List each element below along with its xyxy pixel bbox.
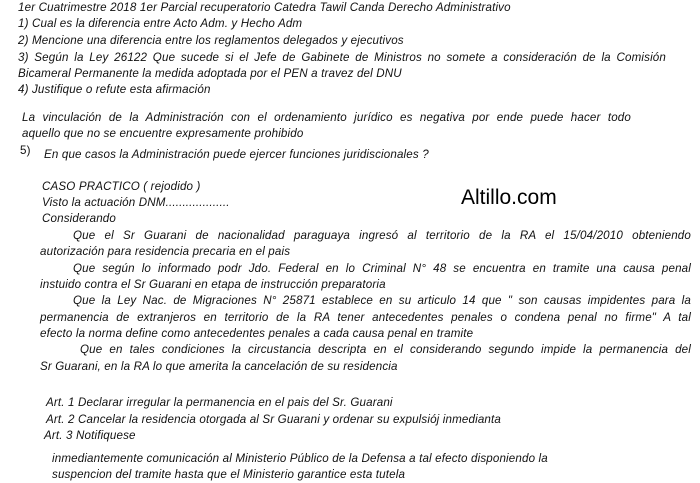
question-5-text: En que casos la Administración puede ejercer funciones juridiscionales ? bbox=[44, 148, 429, 161]
question-4: 4) Justifique o refute esta afirmación bbox=[18, 83, 211, 96]
case-visto: Visto la actuación DNM................... bbox=[42, 196, 230, 209]
article-2: Art. 2 Cancelar la residencia otorgada al Sr Guarani y ordenar su expulsiój inmedianta bbox=[46, 413, 501, 426]
question-3-line-1: 3) Según la Ley 26122 Que sucede si el Jefe de Gabinete de Ministros no somete a consideración de la Comisión bbox=[18, 51, 666, 64]
exam-header: 1er Cuatrimestre 2018 1er Parcial recuperatorio Catedra Tawil Canda Derecho Administrativo bbox=[18, 1, 511, 14]
case-paragraph-1-line-2: autorización para residencia precaria en el pais bbox=[40, 245, 291, 258]
case-paragraph-3-line-1: Que la Ley Nac. de Migraciones N° 25871 establece en su articulo 14 que " son causas impidentes para la bbox=[73, 294, 691, 307]
question-3-line-2: Bicameral Permanente la medida adoptada por el PEN a travez del DNU bbox=[18, 67, 402, 80]
case-considerando: Considerando bbox=[42, 212, 116, 225]
case-paragraph-3-line-2: permanencia de extranjeros en territorio de la RA tener antecedentes penales o condena penal no firme" A tal bbox=[40, 311, 691, 324]
statement-line-1: La vinculación de la Administración con el ordenamiento jurídico es negativa por ende puede hacer todo bbox=[22, 111, 631, 124]
case-paragraph-2-line-2: instuido contra el Sr Guarani en etapa de instrucción preparatoria bbox=[40, 278, 386, 291]
footer-line-1: inmediantemente comunicación al Ministerio Público de la Defensa a tal efecto disponiendo la bbox=[52, 452, 548, 465]
case-paragraph-4-line-1: Que en tales condiciones la circustancia descripta en el considerando segundo impide la permanencia del bbox=[80, 343, 691, 356]
case-paragraph-2-line-1: Que según lo informado podr Jdo. Federal en lo Criminal N° 48 se encuentra en tramite una causa penal bbox=[73, 262, 691, 275]
watermark: Altillo.com bbox=[461, 186, 557, 209]
article-1: Art. 1 Declarar irregular la permanencia en el pais del Sr. Guarani bbox=[46, 396, 393, 409]
case-title: CASO PRACTICO ( rejodido ) bbox=[42, 180, 201, 193]
footer-line-2: suspencion del tramite hasta que el Ministerio garantice esta tutela bbox=[52, 468, 406, 481]
question-2: 2) Mencione una diferencia entre los reglamentos delegados y ejecutivos bbox=[18, 34, 404, 47]
article-3: Art. 3 Notifiquese bbox=[44, 429, 136, 442]
question-1: 1) Cual es la diferencia entre Acto Adm. y Hecho Adm bbox=[18, 17, 303, 30]
case-paragraph-3-line-3: efecto la norma define como antecedentes penales a cada causa penal en tramite bbox=[40, 327, 474, 340]
statement-line-2: aquello que no se encuentre expresamente prohibido bbox=[22, 127, 304, 140]
question-5-number: 5) bbox=[20, 144, 31, 157]
case-paragraph-1-line-1: Que el Sr Guarani de nacionalidad paraguaya ingresó al territorio de la RA el 15/04/2010 obteniendo bbox=[73, 229, 691, 242]
case-paragraph-4-line-2: Sr Guarani, en la RA lo que amerita la cancelación de su residencia bbox=[40, 360, 398, 373]
